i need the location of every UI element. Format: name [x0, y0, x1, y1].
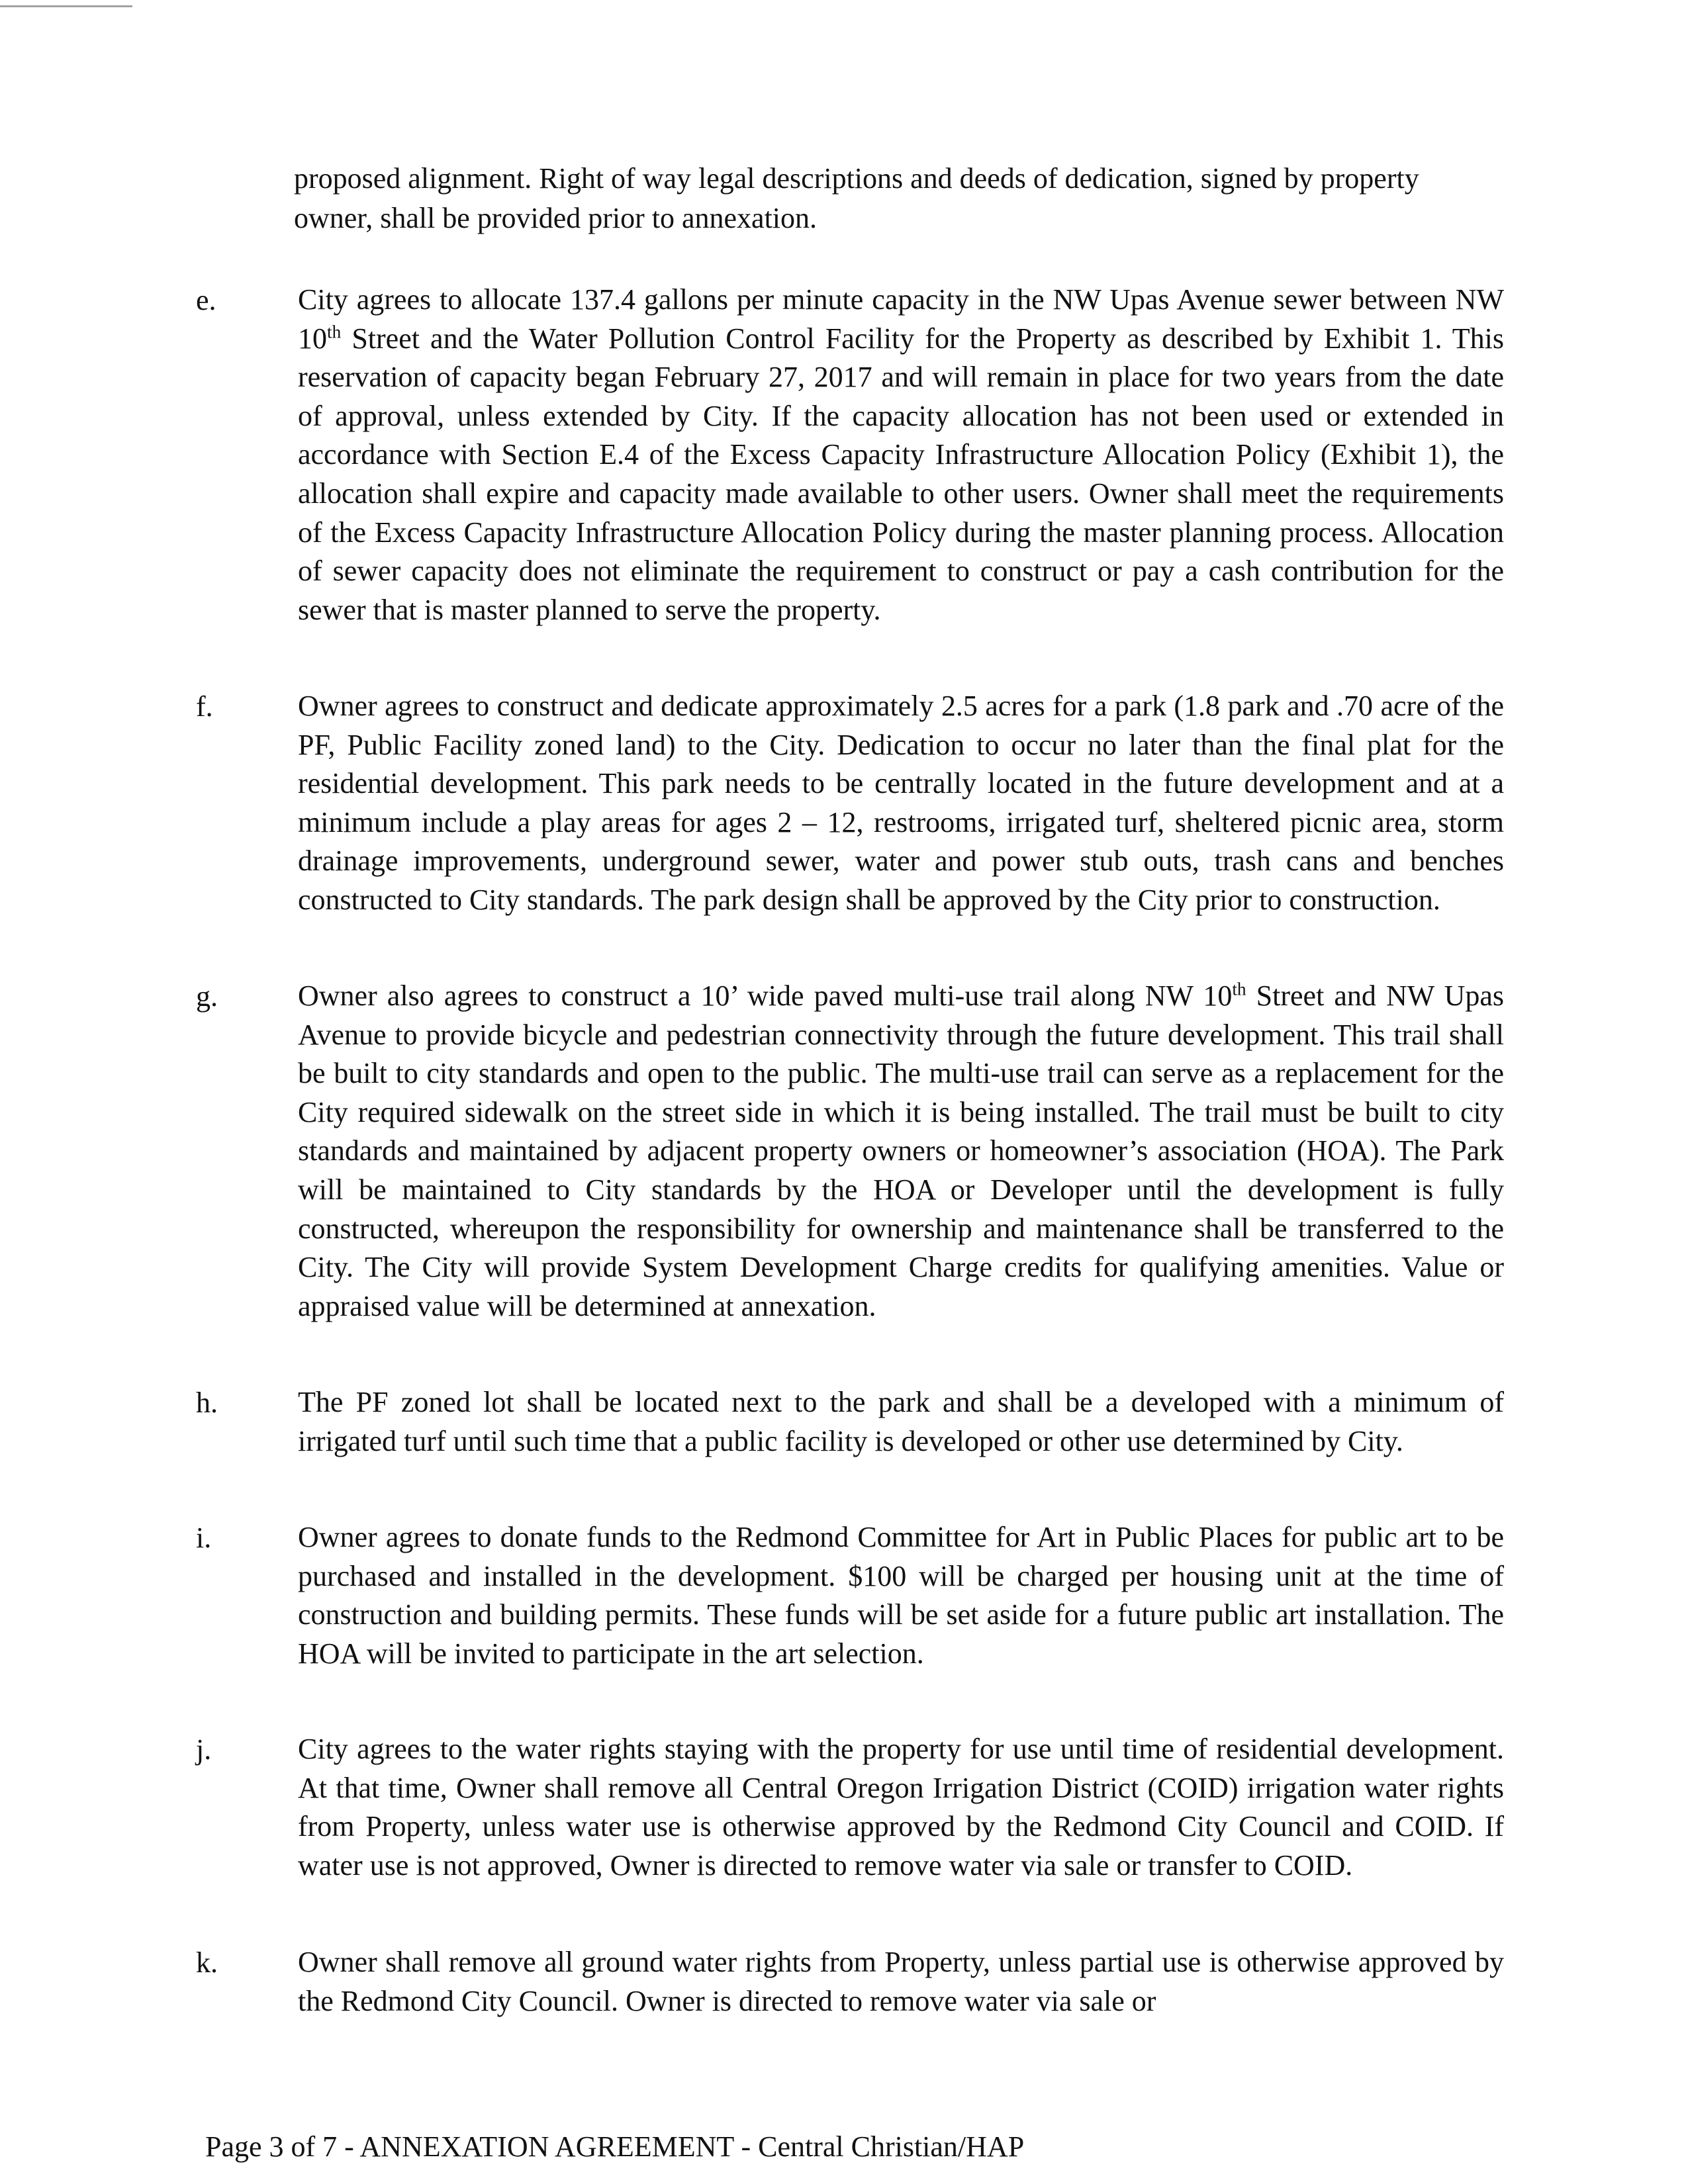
list-item-text: Owner shall remove all ground water rights from Property, unless partial use is otherwise approved by the Redmond City Council. Owner is directed to remove water via sale or — [298, 1946, 1504, 2017]
list-marker: e. — [196, 284, 216, 316]
list-marker: h. — [196, 1387, 218, 1419]
list-marker: g. — [196, 980, 218, 1013]
list-marker: k. — [196, 1946, 218, 1979]
list-marker: i. — [196, 1522, 212, 1554]
list-item-text: Owner agrees to construct and dedicate approximately 2.5 acres for a park (1.8 park and .70 acre of the PF, Public Facility zoned land) to the City. Dedication to occur no later than the final plat for the residential development. This park needs to be centrally located in the future development and at a minimum include a play areas for ages 2 – 12, restrooms, irrigated turf, sheltered picnic area, storm drainage improvements, underground sewer, water and power stub outs, trash cans and benches constructed to City standards. The park design shall be approved by the City prior to construction. — [298, 690, 1504, 916]
list-item-text: City agrees to the water rights staying with the property for use until time of residential development. At that time, Owner shall remove all Central Oregon Irrigation District (COID) irrigation water rights from Property, unless water use is otherwise approved by the Redmond City Council and COID. If water use is not approved, Owner is directed to remove water via sale or transfer to COID. — [298, 1733, 1504, 1882]
list-marker: j. — [196, 1733, 212, 1766]
intro-paragraph: proposed alignment. Right of way legal descriptions and deeds of dedication, signed by property owner, shall be provided prior to annexation. — [294, 162, 1419, 234]
list-marker: f. — [196, 690, 213, 723]
list-item-text: Owner also agrees to construct a 10’ wide paved multi-use trail along NW 10th Street and NW Upas Avenue to provide bicycle and pedestrian connectivity through the future development. This trail shall be built to city standards and open to the public. The multi-use trail can serve as a replacement for the City required sidewalk on the street side in which it is being installed. The trail must be built to city standards and maintained by adjacent property owners or homeowner’s association (HOA). The Park will be maintained to City standards by the HOA or Developer until the development is fully constructed, whereupon the responsibility for ownership and maintenance shall be transferred to the City. The City will provide System Development Charge credits for qualifying amenities. Value or appraised value will be determined at annexation. — [298, 979, 1504, 1322]
list-item-text: City agrees to allocate 137.4 gallons per minute capacity in the NW Upas Avenue sewer between NW 10th Street and the Water Pollution Control Facility for the Property as described by Exhibit 1. This reservation of capacity began February 27, 2017 and will remain in place for two years from the date of approval, unless extended by City. If the capacity allocation has not been used or extended in accordance with Section E.4 of the Excess Capacity Infrastructure Allocation Policy (Exhibit 1), the allocation shall expire and capacity made available to other users. Owner shall meet the requirements of the Excess Capacity Infrastructure Allocation Policy during the master planning process. Allocation of sewer capacity does not eliminate the requirement to construct or pay a cash contribution for the sewer that is master planned to serve the property. — [298, 283, 1504, 626]
page-footer: Page 3 of 7 - ANNEXATION AGREEMENT - Central Christian/HAP — [205, 2130, 1025, 2163]
list-item-text: Owner agrees to donate funds to the Redmond Committee for Art in Public Places for public art to be purchased and installed in the development. $100 will be charged per housing unit at the time of construction and building permits. These funds will be set aside for a future public art installation. The HOA will be invited to participate in the art selection. — [298, 1521, 1504, 1670]
list-item-text: The PF zoned lot shall be located next to the park and shall be a developed with a minimum of irrigated turf until such time that a public facility is developed or other use determined by City. — [298, 1386, 1504, 1457]
